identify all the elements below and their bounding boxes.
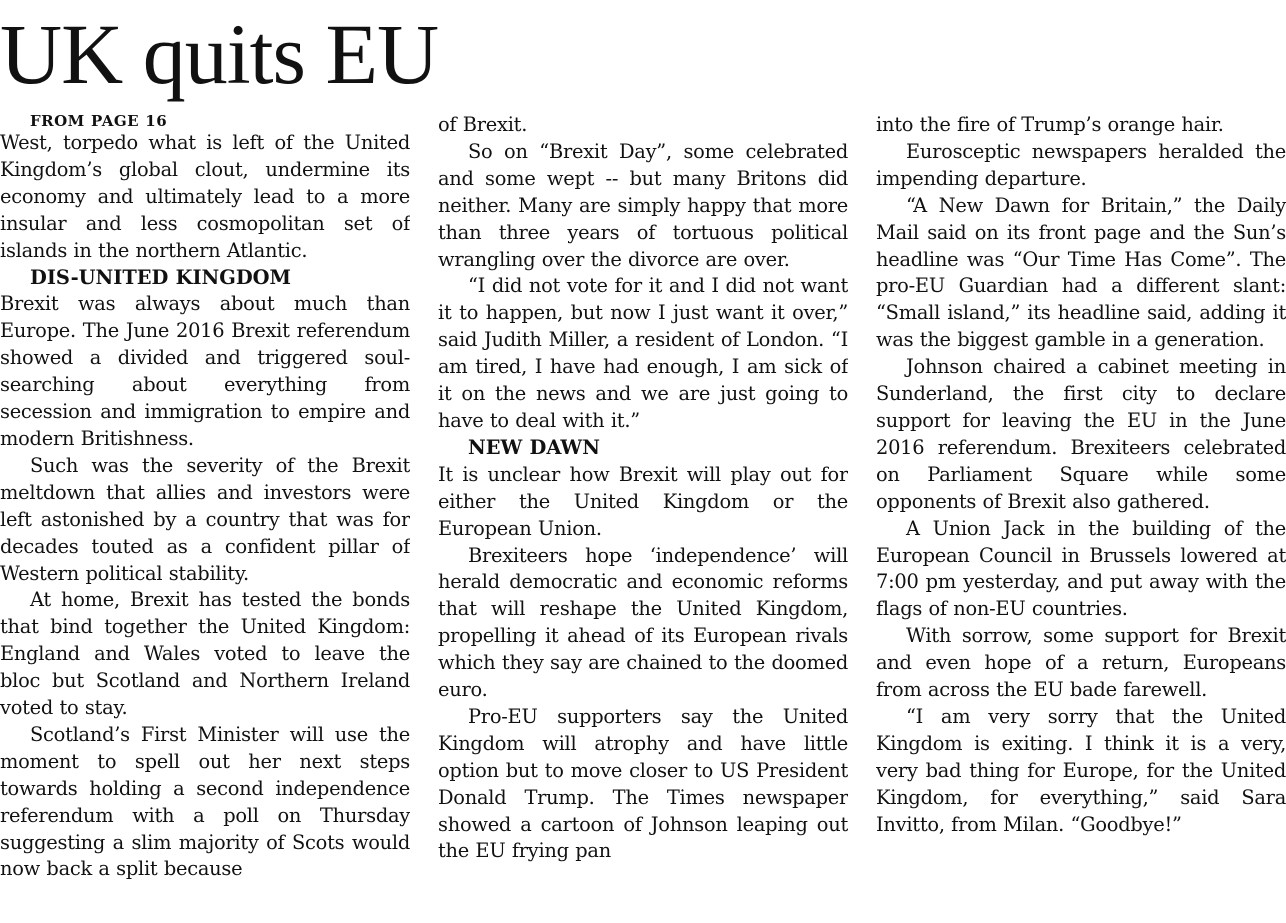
paragraph: West, torpedo what is left of the United Kingdom’s global clout, undermine its economy and ultimately lead to a more insular and less cosmopolitan set of islands in the northern Atlantic.	[0, 131, 410, 262]
article-column-3	[876, 112, 1286, 920]
paragraph: Brexiteers hope ‘independence’ will herald democratic and economic reforms that will reshape the United Kingdom, propelling it ahead of its European rivals which they say are chained to the doomed euro.	[438, 543, 848, 702]
article-column-1	[0, 112, 410, 920]
paragraph: “I did not vote for it and I did not want it to happen, but now I just want it over,” said Judith Miller, a resident of London. “I am tired, I have had enough, I am sick of it on the news and we are just going to have to deal with it.”	[438, 274, 848, 432]
paragraph: Such was the severity of the Brexit meltdown that allies and investors were left astonished by a country that was for decades touted as a confident pillar of Western political stability.	[0, 453, 410, 585]
paragraph: A Union Jack in the building of the European Council in Brussels lowered at 7:00 pm yesterday, and put away with the flags of non-EU countries.	[876, 516, 1286, 621]
subheading: DIS-UNITED KINGDOM	[30, 265, 292, 289]
subheading: NEW DAWN	[468, 435, 600, 459]
paragraph: Scotland’s First Minister will use the moment to spell out her next steps towards holding a second independence referendum with a poll on Thursday suggesting a slim majority of Scots would now back a split because	[0, 722, 410, 881]
paragraph: At home, Brexit has tested the bonds that bind together the United Kingdom: England and Wales voted to leave the bloc but Scotland and Northern Ireland voted to stay.	[0, 588, 410, 720]
paragraph: Brexit was always about much than Europe. The June 2016 Brexit referendum showed a divided and triggered soul-searching about everything from secession and immigration to empire and modern Britishness.	[0, 292, 410, 450]
paragraph: “A New Dawn for Britain,” the Daily Mail said on its front page and the Sun’s headline was “Our Time Has Come”. The pro-EU Guardian had a different slant: “Small island,” its headline said, adding it was the biggest gamble in a generation.	[876, 193, 1286, 352]
paragraph: “I am very sorry that the United Kingdom is exiting. I think it is a very, very bad thing for Europe, for the United Kingdom, for everything,” said Sara Invitto, from Milan. “Goodbye!”	[876, 704, 1286, 836]
article-column-2	[438, 112, 848, 920]
paragraph: Pro-EU supporters say the United Kingdom will atrophy and have little option but to move closer to US President Donald Trump. The Times newspaper showed a cartoon of Johnson leaping out the EU frying pan	[438, 704, 848, 863]
paragraph: With sorrow, some support for Brexit and even hope of a return, Europeans from across the EU bade farewell.	[876, 624, 1286, 702]
headline: UK quits EU	[0, 6, 439, 102]
paragraph: into the fire of Trump’s orange hair.	[876, 113, 1224, 136]
paragraph: Johnson chaired a cabinet meeting in Sunderland, the first city to declare support for leaving the EU in the June 2016 referendum. Brexiteers celebrated on Parliament Square while some opponents of Brexit also gathered.	[876, 355, 1286, 513]
continued-from-label: FROM PAGE 16	[30, 112, 168, 130]
paragraph: It is unclear how Brexit will play out for either the United Kingdom or the European Union.	[438, 462, 848, 540]
paragraph: of Brexit.	[438, 113, 528, 136]
paragraph: So on “Brexit Day”, some celebrated and some wept -- but many Britons did neither. Many are simply happy that more than three years of tortuous political wrangling over the divorce are over.	[438, 139, 848, 271]
paragraph: Eurosceptic newspapers heralded the impending departure.	[876, 139, 1286, 190]
